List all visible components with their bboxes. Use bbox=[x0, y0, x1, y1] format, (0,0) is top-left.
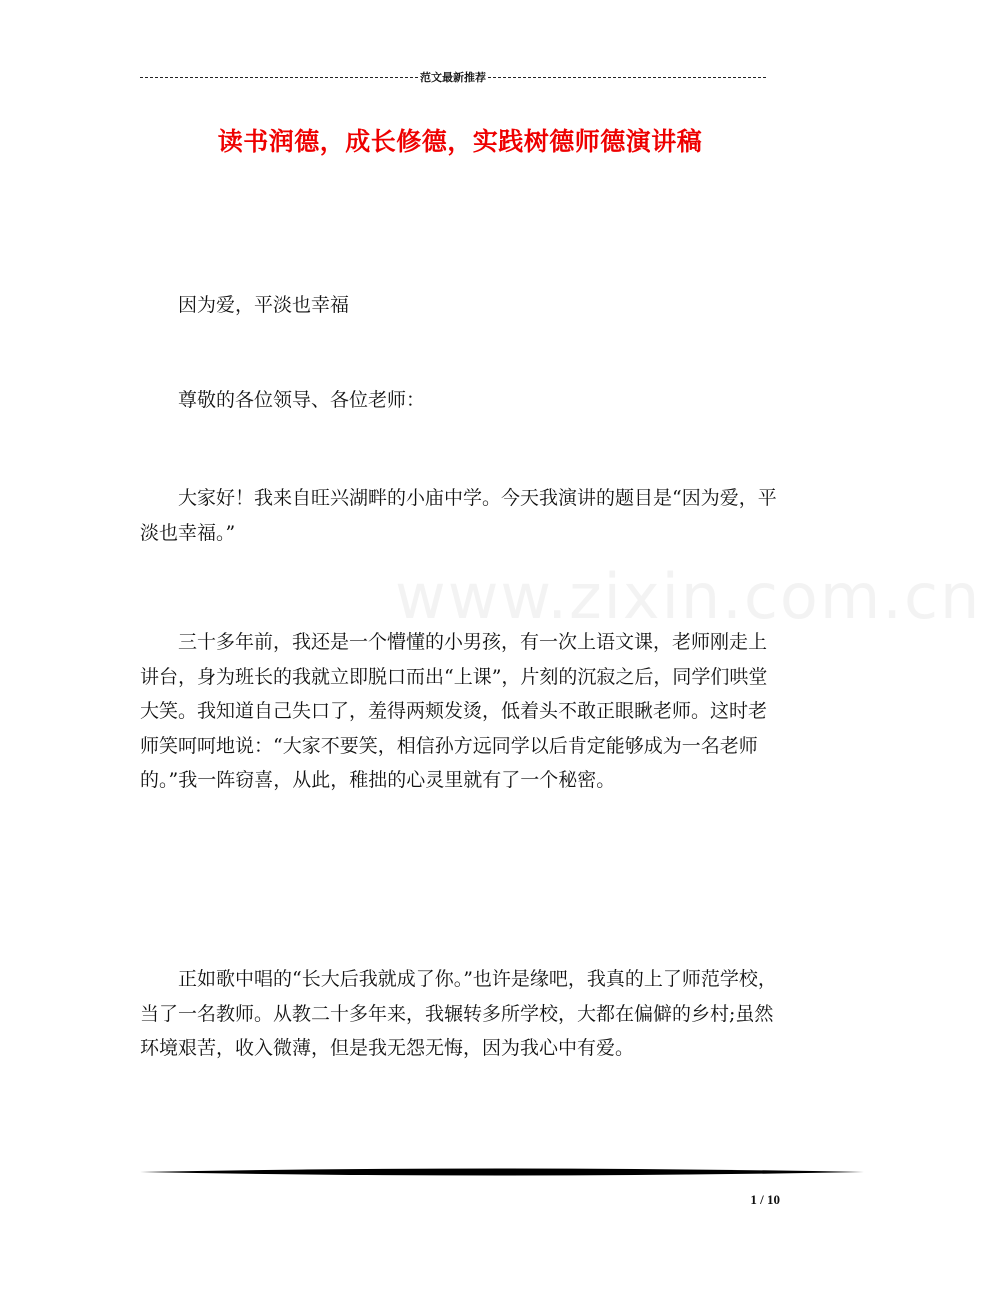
header-dash-right bbox=[488, 77, 766, 78]
watermark-text: www.zixin.com.cn bbox=[395, 560, 981, 633]
page-header bbox=[140, 70, 766, 84]
page-number: 1 / 10 bbox=[750, 1192, 780, 1207]
paragraph-greeting: 大家好！我来自旺兴湖畔的小庙中学。今天我演讲的题目是“因为爱，平淡也幸福。” bbox=[140, 487, 777, 544]
paragraph-subtitle: 因为爱，平淡也幸福 bbox=[178, 294, 350, 316]
header-label: 范文最新推荐 bbox=[420, 71, 486, 84]
header-dash-left bbox=[140, 77, 418, 78]
paragraph-becoming-teacher: 正如歌中唱的“长大后我就成了你。”也许是缘吧，我真的上了师范学校，当了一名教师。从教二十多年来，我辗转多所学校，大都在偏僻的乡村;虽然环境艰苦，收入微薄，但是我无怨无悔，因为我心中有爱。 bbox=[140, 968, 777, 1059]
footer-rule bbox=[140, 1166, 864, 1178]
paragraph-salutation: 尊敬的各位领导、各位老师： bbox=[178, 389, 426, 411]
paragraph-childhood-story: 三十多年前，我还是一个懵懂的小男孩，有一次上语文课，老师刚走上讲台，身为班长的我就立即脱口而出“上课”，片刻的沉寂之后，同学们哄堂大笑。我知道自己失口了，羞得两颊发烫，低着头不敢正眼瞅老师。这时老师笑呵呵地说：“大家不要笑，相信孙方远同学以后肯定能够成为一名老师的。”我一阵窃喜，从此，稚拙的心灵里就有了一个秘密。 bbox=[140, 631, 768, 791]
document-title: 读书润德，成长修德，实践树德师德演讲稿 bbox=[217, 127, 703, 156]
